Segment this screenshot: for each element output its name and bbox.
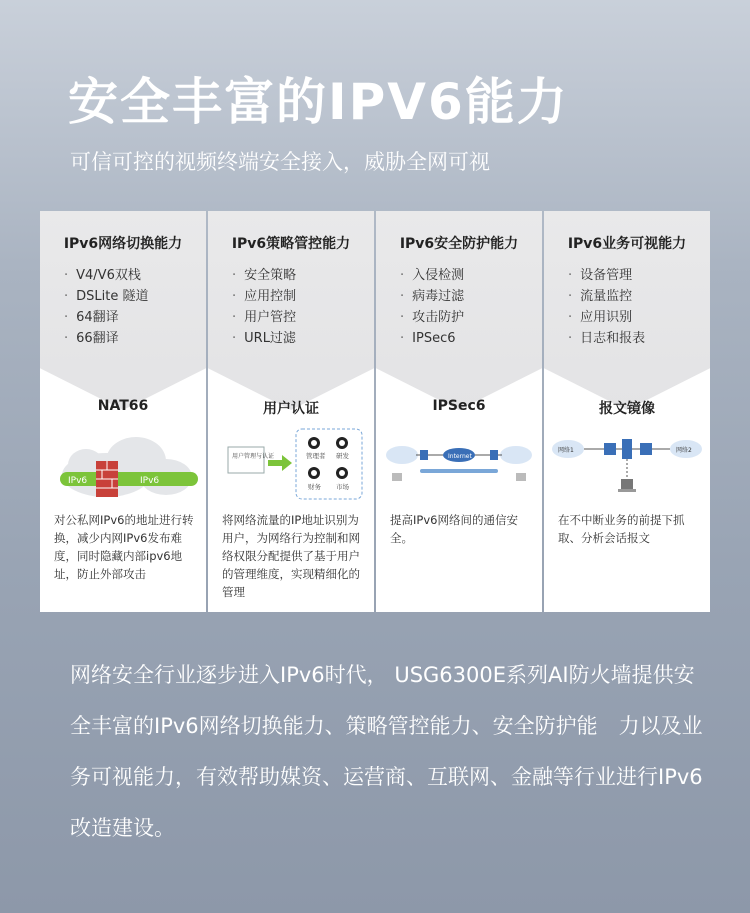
tech-title: NAT66 bbox=[97, 398, 149, 414]
tech-title: IPSec6 bbox=[432, 398, 486, 414]
tech-title: 报文镜像 bbox=[599, 401, 655, 417]
user-avatar-icon bbox=[308, 437, 320, 449]
firewall-icon bbox=[490, 450, 498, 460]
site-cloud-icon bbox=[500, 446, 532, 464]
firewall-icon bbox=[420, 450, 428, 460]
capability-cards bbox=[40, 211, 710, 612]
card-description: 对公私网IPv6的地址进行转换，减少内网IPv6发布难度，同时隐藏内部ipv6地址，防止外部攻击 bbox=[54, 513, 194, 581]
body-paragraph: 网络安全行业逐步进入IPv6时代， USG6300E系列AI防火墙提供安全丰富的IPv6网络切换能力、策略管控能力、安全防护能 力以及业务可视能力，有效帮助媒资、运营商、互联网、金融等行业进行IPv6改造建设。 bbox=[70, 663, 703, 840]
user-avatar-icon bbox=[336, 467, 348, 479]
auth-box-label: 用户管理与认证 bbox=[232, 453, 275, 460]
mirror-diagram bbox=[550, 425, 704, 503]
firewall-icon bbox=[96, 461, 118, 497]
card-policy-control bbox=[208, 211, 374, 612]
site-cloud-icon bbox=[386, 446, 418, 464]
internet-label: Internet bbox=[448, 453, 472, 460]
feature-item: · 攻击防护 bbox=[400, 307, 464, 328]
card-description: 将网络流量的IP地址识别为用户，为网络行为控制和网络权限分配提供了基于用户的管理维度，实现精细化的管理 bbox=[222, 513, 360, 599]
feature-item: · V4/V6双栈 bbox=[64, 265, 149, 286]
card-title: IPv6安全防护能力 bbox=[399, 236, 519, 252]
user-label: 管理者 bbox=[306, 452, 326, 460]
nat66-diagram bbox=[46, 425, 200, 503]
feature-item: · 用户管控 bbox=[232, 307, 296, 328]
pc-icon bbox=[516, 473, 526, 481]
page-subtitle: 可信可控的视频终端安全接入，威胁全网可视 bbox=[70, 150, 490, 174]
feature-item: · 应用控制 bbox=[232, 286, 296, 307]
card-network-switching bbox=[40, 211, 206, 612]
feature-item: · 入侵检测 bbox=[400, 265, 464, 286]
feature-item: · 安全策略 bbox=[232, 265, 296, 286]
users-group bbox=[296, 429, 362, 499]
feature-item: · 64翻译 bbox=[64, 307, 149, 328]
user-avatar-icon bbox=[336, 437, 348, 449]
feature-item: · 应用识别 bbox=[568, 307, 645, 328]
user-label: 财务 bbox=[308, 483, 321, 491]
feature-list bbox=[64, 265, 149, 349]
card-title: IPv6策略管控能力 bbox=[231, 236, 351, 252]
analyzer-icon bbox=[621, 479, 633, 489]
switch-icon bbox=[604, 443, 616, 455]
ipv6-left-label: IPv6 bbox=[68, 476, 88, 486]
card-security-protection bbox=[376, 211, 542, 612]
user-label: 研发 bbox=[336, 452, 349, 460]
tech-title: 用户认证 bbox=[263, 401, 319, 417]
page-title: 安全丰富的IPV6能力 bbox=[68, 73, 569, 131]
card-description: 在不中断业务的前提下抓取、分析会话报文 bbox=[558, 513, 685, 545]
feature-list bbox=[568, 265, 645, 349]
feature-item: · DSLite 隧道 bbox=[64, 286, 149, 307]
pc-icon bbox=[392, 473, 402, 481]
user-avatar-icon bbox=[308, 467, 320, 479]
user-label: 市场 bbox=[336, 483, 349, 491]
ipsec6-diagram bbox=[382, 425, 536, 503]
feature-item: · 日志和报表 bbox=[568, 328, 645, 349]
feature-item: · IPSec6 bbox=[400, 328, 464, 349]
feature-item: · 流量监控 bbox=[568, 286, 645, 307]
feature-item: · 66翻译 bbox=[64, 328, 149, 349]
card-description: 提高IPv6网络间的通信安全。 bbox=[390, 513, 518, 545]
feature-item: · 病毒过滤 bbox=[400, 286, 464, 307]
cloud-icon bbox=[62, 437, 192, 497]
switch-icon bbox=[640, 443, 652, 455]
card-title: IPv6网络切换能力 bbox=[63, 236, 183, 252]
card-title: IPv6业务可视能力 bbox=[567, 236, 687, 252]
ipv6-right-label: IPv6 bbox=[140, 476, 160, 486]
auth-box bbox=[228, 447, 264, 473]
feature-item: · 设备管理 bbox=[568, 265, 645, 286]
network-label: 网络1 bbox=[558, 447, 574, 454]
feature-list bbox=[400, 265, 464, 349]
user-auth-diagram bbox=[214, 425, 368, 503]
firewall-icon bbox=[622, 439, 632, 459]
card-service-visibility bbox=[544, 211, 710, 612]
feature-list bbox=[232, 265, 296, 349]
network-label: 网络2 bbox=[676, 447, 692, 454]
feature-item: · URL过滤 bbox=[232, 328, 296, 349]
